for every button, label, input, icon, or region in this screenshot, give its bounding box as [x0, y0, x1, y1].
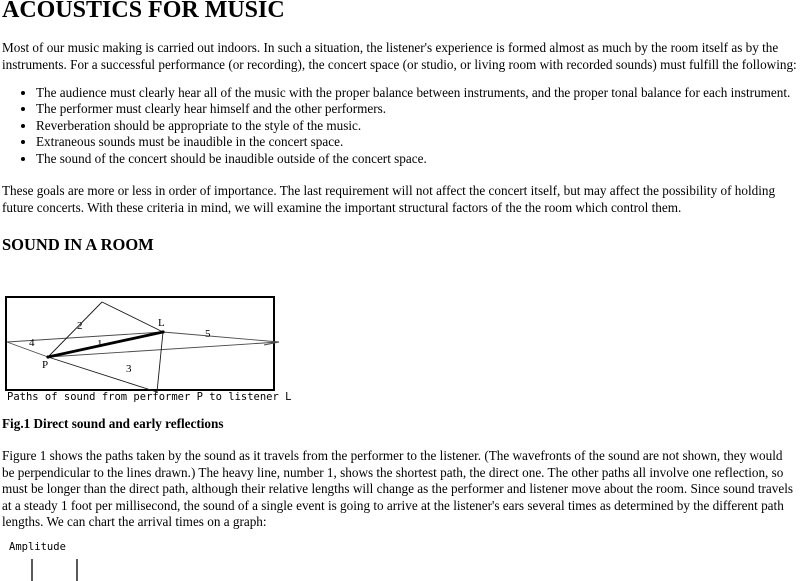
sound-paths-diagram	[2, 296, 292, 396]
graph-axis-label: Amplitude	[9, 540, 66, 553]
section-heading-sound-in-a-room: SOUND IN A ROOM	[2, 235, 154, 255]
intro-paragraph: Most of our music making is carried out indoors. In such a situation, the listener's experience is formed almost as much by the room itself as by the instruments. For a successful performance (or recording), the concert space (or studio, or living room with recorded sounds) must fulfill the following:	[2, 40, 797, 72]
spacer	[0, 216, 800, 236]
label-listener-l: L	[158, 317, 165, 330]
floor-reflection-path	[48, 332, 163, 392]
label-path-5: 5	[205, 328, 211, 341]
ceiling-reflection-path	[48, 302, 163, 357]
label-path-2: 2	[77, 320, 83, 333]
spacer	[0, 167, 800, 183]
figure-frame	[5, 296, 275, 391]
graph-impulse-lines	[0, 555, 300, 581]
spacer	[0, 73, 800, 85]
spacer	[0, 404, 800, 416]
requirements-list	[0, 85, 800, 167]
list-item: • The audience must clearly hear all of the music with the proper balance between instruments, and the proper tonal balance for each instrument.	[36, 85, 800, 101]
figure-label: Fig.1 Direct sound and early reflections	[2, 416, 224, 432]
goals-paragraph: These goals are more or less in order of importance. The last requirement will not affect the concert itself, but may affect the possibility of holding future concerts. With these criteria in mind, we will examine the important structural factors of the the room which control them.	[2, 183, 776, 215]
spacer	[0, 432, 800, 448]
list-item: • The performer must clearly hear himself and the other performers.	[36, 101, 800, 117]
figure-inline-caption: Paths of sound from performer P to listener L	[7, 391, 292, 404]
label-path-1: 1	[97, 338, 103, 351]
label-path-4: 4	[29, 337, 35, 350]
figure-paragraph: Figure 1 shows the paths taken by the sound as it travels from the performer to the listener. (The wavefronts of the sound are not shown, they would be perpendicular to the lines drawn.) The heavy line, number 1, shows the shortest path, the direct one. The other paths all involve one reflection, so must be longer than the direct path, although their relative lengths will change as the performer and listener move about the room. Since sound travels at a steady 1 foot per millisecond, the sound of a single event is going to arrive at the listener's ears several times as determined by the different path lengths. We can chart the arrival times on a graph:	[2, 448, 794, 530]
list-item: • Extraneous sounds must be inaudible in the concert space.	[36, 134, 800, 150]
page-title: ACOUSTICS FOR MUSIC	[2, 0, 285, 23]
label-performer-p: P	[42, 359, 49, 372]
amplitude-graph	[0, 541, 800, 581]
list-item: • The sound of the concert should be inaudible outside of the concert space.	[36, 151, 800, 167]
list-item: • Reverberation should be appropriate to the style of the music.	[36, 118, 800, 134]
label-path-3: 3	[126, 363, 132, 376]
spacer	[0, 254, 800, 296]
listener-point	[161, 330, 164, 333]
figure-1	[0, 296, 800, 404]
spacer	[0, 20, 800, 40]
spacer	[0, 531, 800, 541]
